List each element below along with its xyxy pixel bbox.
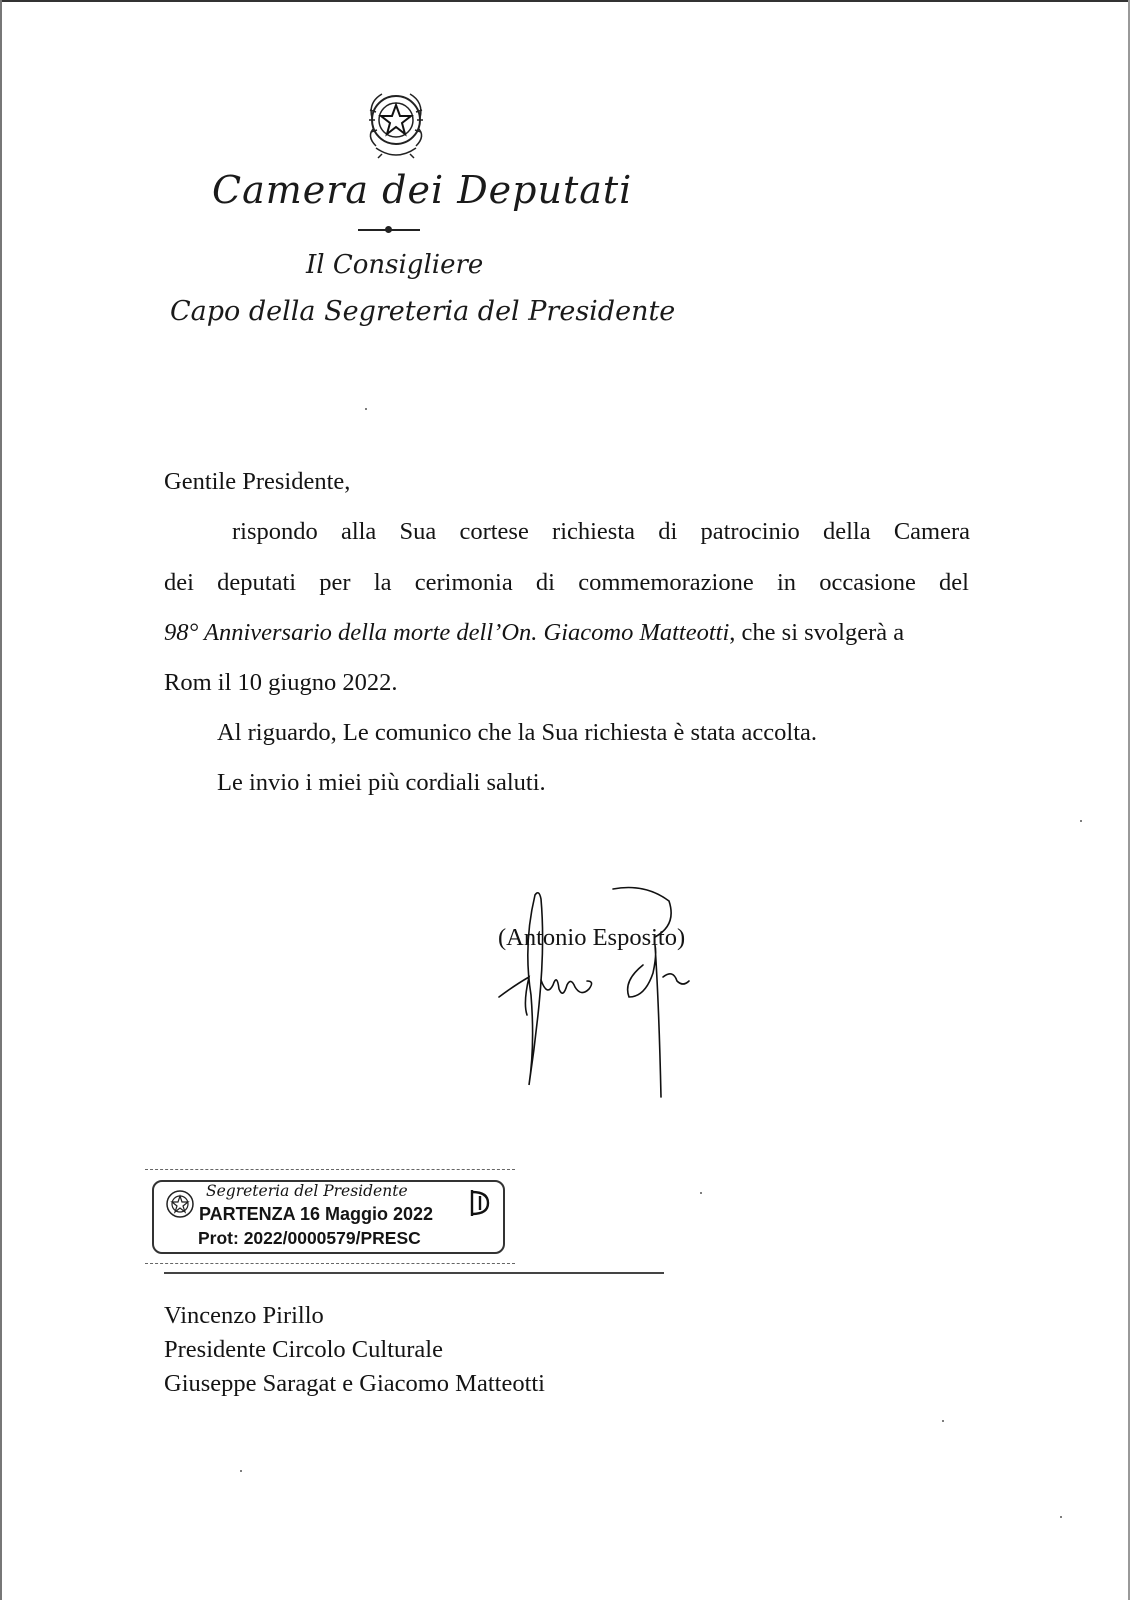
body-line-3 bbox=[164, 619, 969, 647]
paragraph-2: Al riguardo, Le comunico che la Sua richiesta è stata accolta. bbox=[217, 719, 817, 746]
recipient-title: Presidente Circolo Culturale bbox=[164, 1336, 443, 1363]
body-line-4: Rom il 10 giugno 2022. bbox=[164, 669, 398, 696]
title-divider-dot bbox=[385, 226, 392, 233]
institution-name: Camera dei Deputati bbox=[212, 168, 633, 212]
anniversary-title: 98° Anniversario della morte dell’On. Giacomo Matteotti bbox=[164, 619, 730, 646]
scan-speck bbox=[240, 1470, 242, 1472]
scan-speck bbox=[1060, 1516, 1062, 1518]
body-line-1: rispondo alla Sua cortese richiesta di patrocinio della Camera bbox=[232, 518, 970, 545]
office-name: Capo della Segreteria del Presidente bbox=[170, 296, 676, 327]
protocol-stamp bbox=[152, 1180, 505, 1254]
scan-speck bbox=[1080, 820, 1082, 822]
scan-speck bbox=[942, 1420, 944, 1422]
scan-speck bbox=[365, 408, 367, 410]
body-line-2: dei deputati per la cerimonia di commemorazione in occasione del bbox=[164, 569, 969, 596]
signatory-role: Il Consigliere bbox=[306, 250, 484, 280]
salutation: Gentile Presidente, bbox=[164, 468, 351, 495]
body-line-3-rest: , che si svolgerà a bbox=[729, 619, 905, 646]
stamp-office: Segreteria del Presidente bbox=[206, 1182, 408, 1200]
closing: Le invio i miei più cordiali saluti. bbox=[217, 769, 546, 796]
stamp-frame-bottom bbox=[145, 1263, 515, 1264]
handwritten-signature bbox=[495, 885, 725, 1125]
recipient-organization: Giuseppe Saragat e Giacomo Matteotti bbox=[164, 1370, 545, 1397]
stamp-protocol-number: Prot: 2022/0000579/PRESC bbox=[198, 1228, 421, 1248]
recipient-name: Vincenzo Pirillo bbox=[164, 1302, 324, 1329]
stamp-logo-icon bbox=[462, 1186, 494, 1220]
address-divider bbox=[164, 1272, 664, 1274]
scan-edge-left bbox=[0, 0, 2, 1600]
italian-emblem-icon bbox=[362, 88, 430, 164]
stamp-departure-date: PARTENZA 16 Maggio 2022 bbox=[199, 1204, 434, 1224]
signatory-name: (Antonio Esposito) bbox=[498, 924, 686, 951]
scan-edge-top bbox=[0, 0, 1130, 2]
stamp-frame-top bbox=[145, 1169, 515, 1170]
stamp-emblem-icon bbox=[164, 1188, 196, 1220]
scan-speck bbox=[700, 1192, 702, 1194]
